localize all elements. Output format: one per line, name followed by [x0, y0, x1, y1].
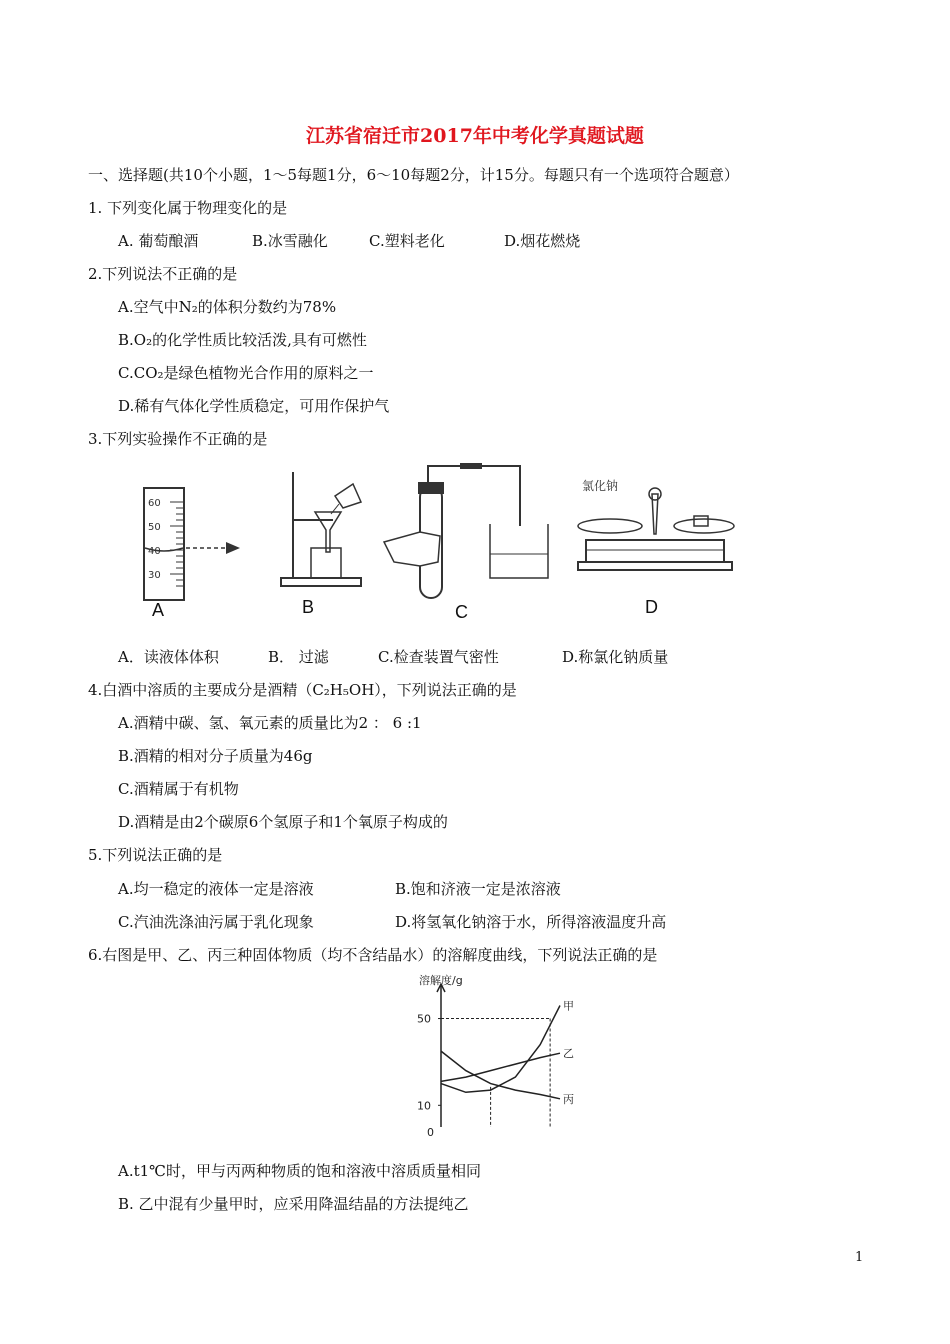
- y-axis-label: 溶解度/g: [419, 974, 463, 987]
- q6-stem: 6.右图是甲、乙、丙三种固体物质（均不含结晶水）的溶解度曲线，下列说法正确的是: [88, 946, 658, 964]
- q2-option-a: A.空气中N₂的体积分数约为78%: [118, 298, 337, 316]
- q3-figure-a: [130, 480, 260, 625]
- q1-option-c: C.塑料老化: [369, 232, 445, 250]
- series-label-2: 乙: [563, 1047, 575, 1061]
- eye-icon: [226, 542, 240, 554]
- y-tick-10: 10: [417, 1099, 431, 1113]
- fig-label-c: C: [455, 602, 468, 622]
- q3-option-d: D.称氯化钠质量: [562, 648, 669, 666]
- q5-option-a: A.均一稳定的液体一定是溶液: [118, 880, 314, 898]
- q3-option-b: B． 过滤: [268, 648, 329, 666]
- q1-option-d: D.烟花燃烧: [504, 232, 581, 250]
- q1-option-a: A. 葡萄酿酒: [118, 232, 199, 250]
- solubility-chart: [405, 972, 580, 1142]
- tick-50: 50: [148, 522, 161, 533]
- q5-option-c: C.汽油洗涤油污属于乳化现象: [118, 913, 314, 931]
- q2-option-c: C.CO₂是绿色植物光合作用的原料之一: [118, 364, 374, 382]
- q2-option-b: B.O₂的化学性质比较活泼,具有可燃性: [118, 331, 367, 349]
- q4-option-c: C.酒精属于有机物: [118, 780, 239, 798]
- filtration-illustration: [275, 468, 375, 593]
- series-label-1: 甲: [563, 999, 575, 1013]
- series-line-3: [441, 1051, 560, 1099]
- fig-label-b: B: [302, 597, 315, 617]
- q4-option-a: A.酒精中碳、氢、氧元素的质量比为2 ： 6 :1: [118, 714, 422, 732]
- q3-figure-b: [275, 468, 375, 593]
- q4-option-b: B.酒精的相对分子质量为46g: [118, 747, 313, 765]
- q2-stem: 2.下列说法不正确的是: [88, 265, 238, 283]
- q5-stem: 5.下列说法正确的是: [88, 846, 223, 864]
- balance-illustration: [572, 474, 737, 589]
- series-line-2: [441, 1053, 560, 1081]
- origin-label: 0: [427, 1126, 434, 1139]
- q3-option-c: C.检查装置气密性: [378, 648, 499, 666]
- q4-option-d: D.酒精是由2个碳原6个氢原子和1个氧原子构成的: [118, 813, 448, 831]
- hand-icon: [384, 532, 440, 566]
- tick-60: 60: [148, 498, 161, 509]
- series-label-3: 丙: [563, 1092, 575, 1106]
- airtightness-illustration: [380, 458, 550, 608]
- q1-stem: 1. 下列变化属于物理变化的是: [88, 199, 288, 217]
- q3-stem: 3.下列实验操作不正确的是: [88, 430, 268, 448]
- q5-option-b: B.饱和济液一定是浓溶液: [395, 880, 561, 898]
- q6-option-b: B. 乙中混有少量甲时，应采用降温结晶的方法提纯乙: [118, 1195, 469, 1213]
- nacl-label: 氯化钠: [582, 479, 619, 493]
- q3-figure-d: [572, 474, 737, 589]
- q5-option-d: D.将氢氧化钠溶于水，所得溶液温度升高: [395, 913, 667, 931]
- section-heading: 一、选择题(共10个小题，1～5每题1分，6～10每题2分，计15分。每题只有一个选项符合题意）: [88, 166, 739, 184]
- cylinder-illustration: [130, 480, 260, 625]
- q1-option-b: B.冰雪融化: [252, 232, 328, 250]
- tick-30: 30: [148, 570, 161, 581]
- page-number: 1: [855, 1250, 864, 1265]
- page-title: 江苏省宿迁市2017年中考化学真题试题: [306, 125, 644, 147]
- fig-label-a: A: [152, 600, 165, 620]
- q3-figure-c: [380, 458, 550, 608]
- q3-option-a: A．读液体体积: [118, 648, 219, 666]
- q2-option-d: D.稀有气体化学性质稳定，可用作保护气: [118, 397, 390, 415]
- solubility-chart-svg: [405, 972, 580, 1142]
- fig-label-d: D: [645, 597, 658, 617]
- q4-stem: 4.白酒中溶质的主要成分是酒精（C₂H₅OH），下列说法正确的是: [88, 681, 517, 699]
- y-tick-50: 50: [417, 1012, 431, 1026]
- q6-option-a: A.t1℃时，甲与丙两种物质的饱和溶液中溶质质量相同: [118, 1162, 481, 1180]
- tick-40: 40: [148, 546, 161, 557]
